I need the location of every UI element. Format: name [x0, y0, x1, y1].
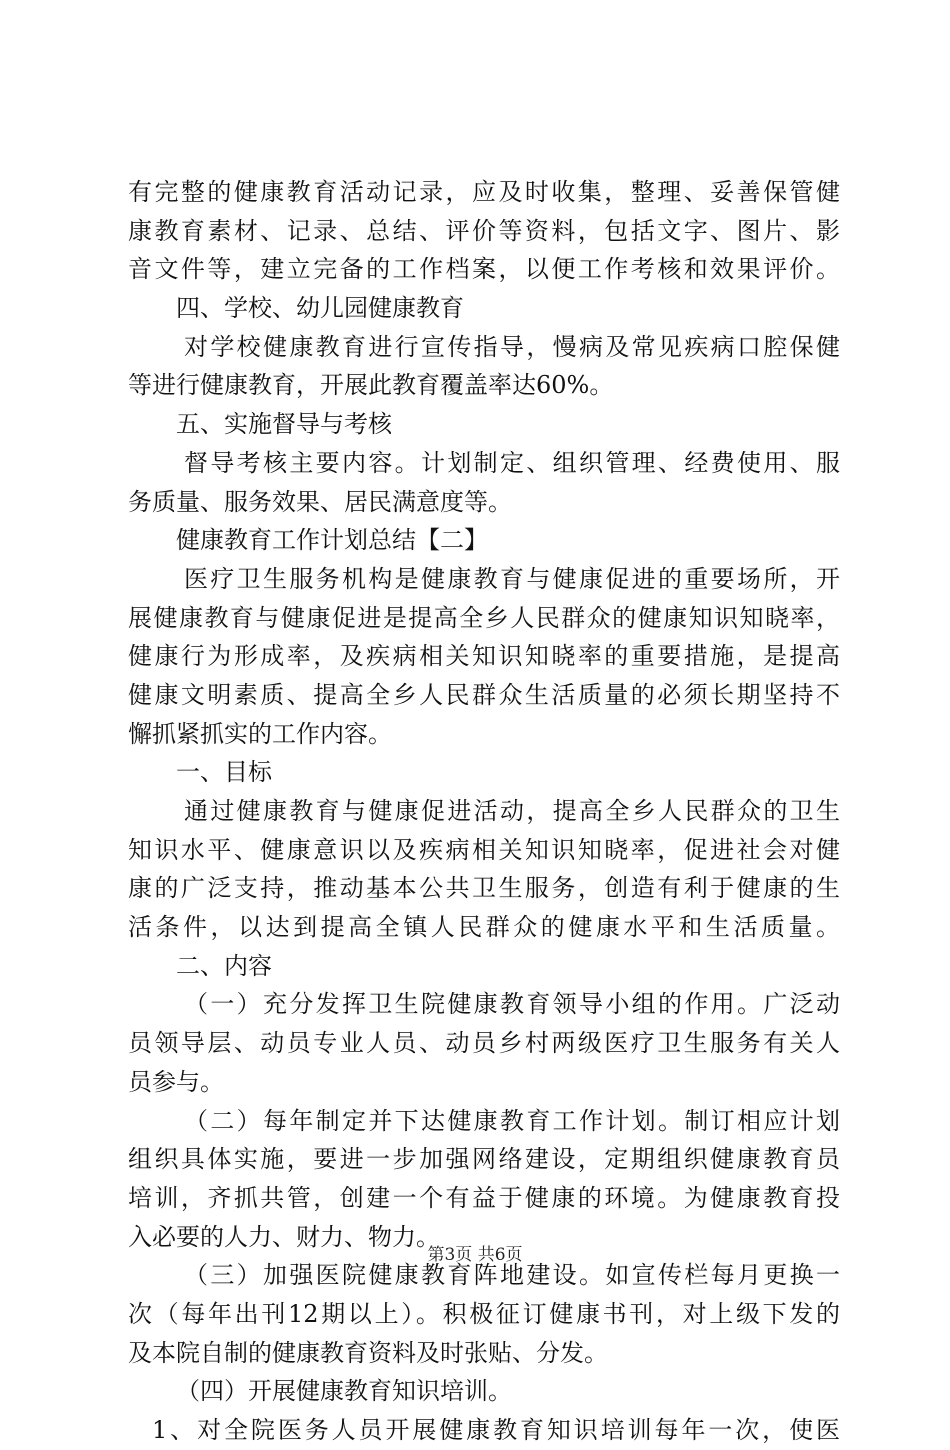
text-line: 健康教育工作计划总结【二】: [176, 526, 488, 555]
text-line: 督导考核主要内容。计划制定、组织管理、经费使用、服: [184, 448, 840, 477]
text-line: 懈抓紧抓实的工作内容。: [128, 719, 392, 748]
text-line: 二、内容: [176, 951, 272, 980]
page-footer: 第3页 共6页: [427, 1245, 523, 1265]
text-line: 员领导层、动员专业人员、动员乡村两级医疗卫生服务有关人: [128, 1029, 840, 1058]
text-line: 次（每年出刊12期以上）。积极征订健康书刊，对上级下发的: [128, 1299, 840, 1328]
text-line: 入必要的人力、财力、物力。: [128, 1222, 440, 1251]
text-line: 音文件等，建立完备的工作档案，以便工作考核和效果评价。: [128, 255, 840, 284]
text-line: 知识水平、健康意识以及疾病相关知识知晓率，促进社会对健: [128, 835, 840, 864]
text-line: 四、学校、幼儿园健康教育: [176, 294, 464, 323]
text-line: 康的广泛支持，推动基本公共卫生服务，创造有利于健康的生: [128, 874, 840, 903]
text-line: 务质量、服务效果、居民满意度等。: [128, 487, 512, 516]
text-line: 五、实施督导与考核: [176, 410, 392, 439]
text-line: 健康行为形成率，及疾病相关知识知晓率的重要措施，是提高: [128, 642, 840, 671]
text-line: 培训，齐抓共管，创建一个有益于健康的环境。为健康教育投: [128, 1183, 840, 1212]
text-line: 医疗卫生服务机构是健康教育与健康促进的重要场所，开: [184, 564, 840, 593]
text-line: （一）充分发挥卫生院健康教育领导小组的作用。广泛动: [184, 990, 840, 1019]
text-line: 活条件，以达到提高全镇人民群众的健康水平和生活质量。: [128, 913, 840, 942]
text-line: 康教育素材、记录、总结、评价等资料，包括文字、图片、影: [128, 216, 840, 245]
text-line: 健康文明素质、提高全乡人民群众生活质量的必须长期坚持不: [128, 680, 840, 709]
text-line: 等进行健康教育，开展此教育覆盖率达60%。: [128, 371, 614, 400]
text-line: 一、目标: [176, 758, 272, 787]
text-line: 有完整的健康教育活动记录，应及时收集，整理、妥善保管健: [128, 178, 840, 206]
text-line: （四）开展健康教育知识培训。: [176, 1377, 512, 1406]
text-line: 通过健康教育与健康促进活动，提高全乡人民群众的卫生: [184, 797, 840, 825]
text-line: （二）每年制定并下达健康教育工作计划。制订相应计划: [184, 1106, 840, 1135]
text-line: 1、对全院医务人员开展健康教育知识培训每年一次，使医: [152, 1416, 840, 1444]
text-line: 员参与。: [128, 1067, 224, 1096]
text-line: 及本院自制的健康教育资料及时张贴、分发。: [128, 1338, 608, 1367]
text-line: 展健康教育与健康促进是提高全乡人民群众的健康知识知晓率，: [128, 603, 840, 632]
text-line: 对学校健康教育进行宣传指导，慢病及常见疾病口腔保健: [184, 332, 840, 361]
text-line: （三）加强医院健康教育阵地建设。如宣传栏每月更换一: [184, 1261, 840, 1290]
text-line: 组织具体实施，要进一步加强网络建设，定期组织健康教育员: [128, 1145, 840, 1174]
